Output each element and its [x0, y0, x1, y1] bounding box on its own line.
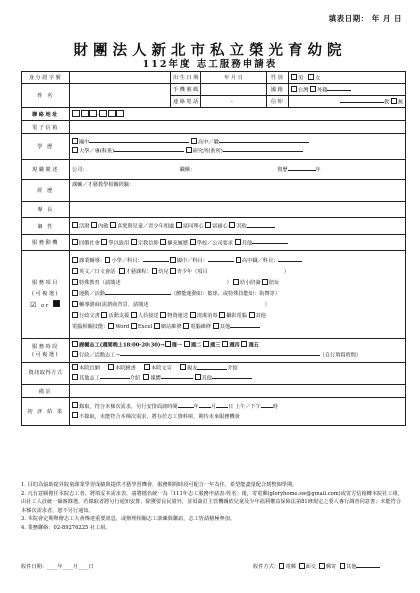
senior-high-label: 高中／職 — [198, 139, 219, 146]
contact-phone-field[interactable]: - — [201, 96, 267, 108]
year-label: 年 — [193, 403, 199, 410]
option-label: 親友 — [187, 365, 198, 372]
option-label: 其他 — [236, 223, 247, 230]
reject-checkbox[interactable] — [72, 412, 78, 418]
option-checkbox[interactable] — [110, 222, 116, 228]
accept-label: 錄取，符合本梯次需求，另行安排面談時間 — [79, 403, 178, 410]
day-label: 日 — [227, 403, 234, 410]
time-blank[interactable] — [120, 351, 320, 356]
option-label: 攝影電腦 — [226, 313, 247, 319]
job-label: 現職簡述 — [22, 160, 70, 180]
option-label: 介紹 — [227, 365, 238, 372]
option-checkbox[interactable] — [143, 374, 149, 380]
subject-blank[interactable] — [143, 257, 169, 262]
accept-checkbox[interactable] — [72, 402, 78, 408]
month-blank[interactable] — [199, 403, 211, 408]
option-label: 媒體 — [150, 374, 161, 381]
option-checkbox[interactable] — [72, 364, 78, 370]
taiwan-label: 台灣 — [298, 87, 309, 94]
years-label: 資歷 — [277, 167, 288, 173]
option-checkbox[interactable] — [241, 341, 247, 347]
option-label: 活潑 — [79, 223, 90, 230]
option-checkbox[interactable] — [340, 563, 346, 569]
option-checkbox[interactable] — [72, 279, 78, 285]
friend-blank[interactable] — [197, 365, 227, 370]
option-checkbox[interactable] — [72, 301, 78, 307]
option-label: 本院官網 — [79, 365, 100, 372]
option-label: 週四 — [229, 342, 240, 349]
info-source-label: 資訊取得方式 — [22, 363, 70, 385]
org-title: 財團法人新北市私立榮光育幼院 — [73, 42, 347, 59]
option-checkbox[interactable] — [72, 374, 78, 380]
junior-high-label: 國中 — [79, 139, 90, 146]
motive-options — [70, 235, 406, 251]
option-label: 擴充履歷 — [167, 240, 189, 247]
option-checkbox[interactable] — [184, 341, 190, 347]
junior-high-checkbox[interactable] — [72, 138, 78, 144]
option-checkbox[interactable] — [236, 257, 242, 263]
service-time-options — [70, 339, 406, 363]
name-field[interactable] — [70, 84, 171, 108]
option-checkbox[interactable] — [72, 222, 78, 228]
received-date: 收件日期：____年____月____日 — [21, 564, 94, 570]
experience-field[interactable]: 課輔／才藝教學相關經驗： — [70, 180, 406, 202]
option-label: 才藝課程： — [125, 269, 152, 275]
option-label: 人員接送 — [137, 313, 159, 319]
option-checkbox[interactable] — [131, 312, 137, 318]
motive-label: 服務動機 — [22, 235, 70, 251]
years-unit: 年 — [315, 167, 321, 173]
option-label: 其他 — [219, 324, 231, 330]
no-religion-checkbox[interactable] — [391, 98, 397, 104]
reject-label: 不錄取，未能符合本梯次需求，將存於志工資料庫，期待未來服務機會 — [79, 413, 240, 420]
option-label: 高中職／科目： — [242, 258, 279, 264]
gender-label: 性別 — [267, 72, 289, 84]
form-title: 112年度 志工服務申請表 — [142, 59, 278, 70]
note-item: 4. 業務聯絡：02-89276225 社工組。 — [21, 524, 111, 531]
college-checkbox[interactable] — [72, 147, 78, 153]
option-checkbox[interactable] — [229, 222, 235, 228]
option-checkbox[interactable] — [152, 268, 158, 274]
option-checkbox[interactable] — [170, 268, 176, 274]
option-checkbox[interactable] — [195, 374, 201, 380]
female-label: 女 — [315, 75, 321, 82]
option-label: 週五 — [248, 342, 259, 349]
grad-school-checkbox[interactable] — [186, 147, 192, 153]
method-option: 郵寄 — [325, 564, 337, 570]
option-checkbox[interactable] — [249, 312, 255, 318]
option-checkbox[interactable] — [183, 323, 189, 329]
grad-school-label: 研究所(系所) — [192, 147, 223, 154]
sport-blank[interactable] — [105, 290, 171, 295]
option-label: 其他 — [255, 313, 266, 319]
option-label: 電腦維修 — [190, 324, 212, 330]
foreign-label: 外籍 — [317, 87, 328, 94]
service-items-options — [70, 251, 406, 339]
ampm-label: 上午／下午 — [234, 403, 261, 410]
option-checkbox[interactable] — [160, 312, 166, 318]
address-field[interactable]: - — [70, 108, 406, 121]
postal-box[interactable] — [99, 110, 107, 117]
contact-phone-label: 連絡電話 — [171, 96, 201, 108]
religion-label: 信仰 — [267, 96, 289, 108]
company-label: 公司： — [72, 167, 88, 173]
option-label: 週二 — [190, 342, 202, 349]
option-label: 輔導諮商(需諮商背景、請簡述 — [79, 302, 149, 308]
option-label: 介紹 — [129, 374, 141, 381]
option-checkbox[interactable] — [101, 312, 107, 318]
service-items-title: 服務項目 — [32, 279, 59, 286]
option-checkbox[interactable] — [144, 364, 150, 370]
religion-options — [289, 96, 406, 108]
other-blank[interactable] — [247, 223, 275, 228]
gender-options — [289, 72, 406, 84]
education-label: 學 歷 — [22, 134, 70, 160]
option-checkbox[interactable] — [170, 257, 176, 263]
option-label: 課輔志工(週間晚上18:00-20:30)→ — [79, 342, 165, 349]
religion-suffix: 教 — [383, 99, 390, 106]
subject-blank[interactable] — [208, 257, 234, 262]
multi-select-note: (可複選) — [31, 290, 60, 297]
foreign-checkbox[interactable] — [310, 86, 316, 92]
option-label: 內斂 — [98, 223, 109, 230]
option-checkbox[interactable] — [262, 279, 268, 285]
or-label: or — [41, 302, 50, 309]
option-checkbox[interactable] — [299, 563, 305, 569]
method-option: 電郵 — [285, 564, 296, 570]
religion-blank[interactable] — [340, 98, 384, 103]
multi-select-note: (可複選) — [31, 351, 60, 358]
option-checkbox[interactable] — [205, 222, 211, 228]
option-label: 喜愛與兒童／青少年相處 — [117, 223, 175, 230]
female-checkbox[interactable] — [308, 74, 314, 80]
other-blank[interactable] — [252, 239, 288, 244]
option-label: 行政／活動志工→ — [79, 351, 120, 358]
option-label: （自行填寫時間） — [319, 351, 362, 358]
option-label: 其他 — [201, 374, 212, 381]
other-blank[interactable] — [212, 374, 252, 379]
option-checkbox[interactable] — [101, 239, 107, 245]
option-label: Excel — [137, 324, 153, 330]
option-label: 國中／科目： — [176, 258, 208, 264]
address-label: 聯絡地址 — [22, 108, 70, 121]
option-label: 物資運送 — [167, 313, 189, 319]
hour-blank[interactable] — [261, 403, 273, 408]
birth-date-label: 出生日期 — [171, 72, 201, 84]
nationality-options — [289, 84, 406, 96]
option-checkbox[interactable] — [176, 222, 182, 228]
option-label: 週三 — [210, 342, 221, 349]
note-item: 3. 本院會定期舉辦志工大會傳達重要訊息，或辦理相關志工訓練與聯誼，志工皆請積極參加。 — [21, 516, 236, 522]
option-label: 運動／活動 — [79, 291, 105, 297]
method-label: 收件方式： — [253, 564, 279, 570]
option-checkbox[interactable] — [180, 364, 186, 370]
option-label: Word — [115, 324, 130, 330]
experience-label: 經 歷 — [22, 180, 70, 202]
postal-box[interactable] — [72, 110, 80, 117]
option-label: 回饋社會 — [79, 240, 100, 247]
method-option: 其他 — [346, 564, 357, 570]
other-blank[interactable] — [356, 563, 380, 568]
option-checkbox[interactable] — [203, 341, 209, 347]
option-checkbox[interactable] — [233, 279, 239, 285]
personality-label: 個 性 — [22, 218, 70, 235]
info-source-options — [70, 363, 406, 385]
option-label: （體能運動如：籃球、或特殊技能如：街舞等） — [170, 291, 280, 297]
interview-label: 初 評 結 果 — [22, 398, 70, 426]
option-label: 其他志工 — [79, 374, 100, 381]
id-number-field[interactable] — [70, 72, 171, 84]
other-blank[interactable] — [230, 323, 260, 328]
option-label: 本院文宣 — [151, 365, 172, 372]
option-label: 特殊教育（請簡述 — [79, 280, 121, 286]
option-checkbox[interactable] — [160, 239, 166, 245]
mobile-label: 手機號碼 — [171, 84, 201, 96]
option-label: 宗教信仰 — [137, 240, 159, 247]
interview-options — [70, 398, 406, 426]
hour-label: 時 — [272, 403, 278, 410]
college-blank[interactable] — [114, 147, 184, 152]
service-time-label — [22, 339, 70, 363]
media-blank[interactable] — [161, 374, 193, 379]
method-option: 面交 — [305, 564, 317, 570]
option-checkbox[interactable] — [105, 257, 111, 263]
id-number-label: 身分證字號 — [22, 72, 70, 84]
option-checkbox[interactable] — [213, 323, 219, 329]
option-checkbox[interactable] — [72, 268, 78, 274]
email-field[interactable] — [70, 121, 406, 134]
option-checkbox[interactable] — [91, 222, 97, 228]
fill-date: 填表日期： 年 月 日 — [328, 14, 402, 23]
education-options — [70, 134, 406, 160]
notes-section — [21, 481, 405, 532]
postal-box[interactable] — [81, 110, 89, 117]
nationality-label: 國籍 — [267, 84, 289, 96]
option-checkbox[interactable] — [108, 323, 114, 329]
option-checkbox[interactable] — [165, 341, 171, 347]
option-checkbox[interactable] — [72, 351, 78, 357]
option-label: 課業輔導： — [79, 258, 105, 264]
postal-box[interactable] — [116, 110, 124, 117]
option-checkbox[interactable] — [72, 341, 78, 347]
option-label: 青少年（項目 — [176, 269, 208, 275]
option-checkbox[interactable] — [190, 312, 196, 318]
birth-date-field[interactable]: 年 月 日 — [201, 72, 267, 84]
mobile-field[interactable] — [201, 84, 267, 96]
title-label: 職稱： — [179, 167, 196, 173]
taiwan-checkbox[interactable] — [291, 86, 297, 92]
subject-blank[interactable] — [278, 257, 302, 262]
option-label: 電腦相關技能： — [72, 324, 109, 330]
senior-high-blank[interactable] — [219, 138, 309, 143]
option-label: ） — [264, 302, 270, 308]
option-label: 英文／日文會話 — [79, 269, 116, 275]
option-checkbox[interactable] — [219, 312, 225, 318]
option-label: 小學／科目： — [111, 258, 143, 264]
option-checkbox[interactable] — [131, 239, 137, 245]
option-label: 網站維修 — [160, 324, 182, 330]
option-checkbox[interactable] — [108, 364, 114, 370]
option-label: 幼兒 — [158, 269, 169, 275]
option-label: 行政文書 — [79, 313, 100, 319]
option-label: 活動支援 — [108, 313, 130, 319]
filled-box-icon — [53, 300, 60, 307]
postal-box[interactable] — [108, 110, 116, 117]
option-checkbox[interactable] — [319, 563, 325, 569]
option-checkbox[interactable] — [154, 323, 160, 329]
skills-field[interactable] — [70, 202, 406, 218]
years-blank[interactable] — [288, 166, 316, 171]
option-label: 本院臉書 — [115, 365, 136, 372]
option-checkbox[interactable] — [72, 257, 78, 263]
note-item: 1. 目的為協助提昇院童課業學習成績與提供才藝學習機會，服務期間時段可配合一年為佳，希望能盡量配合到整個學期。 — [21, 482, 298, 488]
remarks-label: 備註 — [22, 385, 70, 398]
option-checkbox[interactable] — [72, 290, 78, 296]
option-label: ） — [226, 280, 232, 286]
year-blank[interactable] — [178, 403, 194, 408]
application-form-table — [21, 71, 406, 426]
male-label: 男 — [298, 75, 304, 82]
college-label: 大學／專(科系) — [79, 147, 115, 154]
male-checkbox[interactable] — [291, 74, 297, 80]
option-checkbox[interactable] — [222, 341, 228, 347]
option-label: ） — [283, 269, 289, 275]
service-time-title: 服務時段 — [32, 343, 59, 350]
checkmark-icon: ☑ — [30, 300, 38, 309]
option-label: 學以致用 — [108, 240, 130, 247]
skills-label: 專 長 — [22, 202, 70, 218]
month-label: 月 — [210, 403, 216, 410]
job-fields[interactable] — [70, 160, 406, 180]
option-checkbox[interactable] — [131, 323, 137, 329]
volunteer-blank[interactable] — [100, 374, 130, 379]
option-label: 陪玩 — [268, 280, 280, 286]
option-label: 富耐心 — [212, 223, 228, 230]
no-religion-label: 無 — [397, 99, 404, 106]
option-checkbox[interactable] — [190, 239, 196, 245]
service-items-label — [22, 251, 70, 339]
note-item: 2. 凡有意願擔任本院志工者，將填妥本需求表，請將檔名統一為「111年志工服務申請表-姓名」後，寄電郵(gloryhome.sw@gmail.com)或寄方信箱轉本院社工組，由社工人員統一篩審錄選，若錄取者將另行通知安排，除獲要良民證外，並須簽訂主管機關依兒童及少年福利權益保障法第81條規定之要人專行調查同意書；未能符合本梯次需求者，恕不另行通知。 — [21, 490, 403, 514]
email-label: 電子信箱 — [22, 121, 70, 134]
day-blank[interactable] — [216, 403, 228, 408]
option-checkbox[interactable] — [119, 268, 125, 274]
foreign-blank[interactable] — [327, 86, 351, 91]
remarks-field[interactable] — [70, 385, 406, 398]
receive-method — [253, 563, 380, 570]
option-label: 幼小陪讀 — [239, 280, 261, 286]
option-label: 清潔消毒 — [196, 313, 218, 319]
option-label: 其他 — [241, 240, 253, 247]
option-label: 富同理心 — [182, 223, 204, 230]
senior-high-checkbox[interactable] — [191, 138, 197, 144]
name-label: 姓 名 — [22, 84, 70, 108]
personality-options — [70, 218, 406, 235]
junior-high-blank[interactable] — [89, 138, 189, 143]
option-label: 週一 — [171, 342, 183, 349]
option-checkbox[interactable] — [72, 312, 78, 318]
option-label: 學校／公司要求 — [196, 240, 234, 247]
grad-school-blank[interactable] — [223, 147, 303, 152]
postal-box[interactable] — [89, 110, 97, 117]
option-checkbox[interactable] — [72, 239, 78, 245]
option-checkbox[interactable] — [235, 239, 241, 245]
option-checkbox[interactable] — [279, 563, 285, 569]
